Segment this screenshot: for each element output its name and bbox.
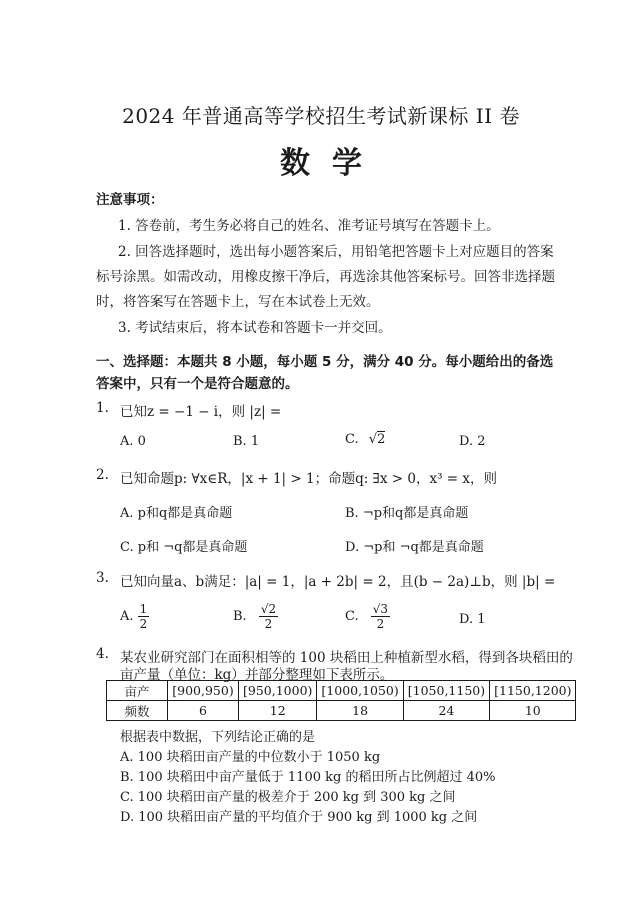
q2-option-b: B. ¬p和q都是真命题 — [345, 506, 469, 521]
table-cell: 亩产 — [107, 681, 168, 701]
exam-title: 2024 年普通高等学校招生考试新课标 II 卷 — [122, 104, 520, 128]
table-cell: 18 — [317, 701, 403, 721]
fraction-numerator: √2 — [260, 602, 277, 616]
table-cell: 24 — [403, 701, 489, 721]
q1-option-c-label: C. — [345, 432, 359, 447]
q1-option-c-radicand: 2 — [377, 432, 386, 447]
table-cell: 12 — [239, 701, 317, 721]
q2-number: 2. — [96, 467, 109, 483]
table-cell: 频数 — [107, 701, 168, 721]
subject-heading: 数学 — [280, 146, 384, 181]
q4-stem-line-2: 亩产量（单位：kg）并部分整理如下表所示。 — [120, 667, 394, 683]
q4-option-a: A. 100 块稻田亩产量的中位数小于 1050 kg — [120, 750, 381, 765]
q3-option-d: D. 1 — [459, 612, 486, 627]
q4-option-b: B. 100 块稻田中亩产量低于 1100 kg 的稻田所占比例超过 40% — [120, 770, 496, 785]
table-cell: [1000,1050) — [317, 681, 403, 701]
q3-stem: 已知向量a、b满足：|a| = 1，|a + 2b| = 2，且(b − 2a)⊥b，则 |b| = — [120, 574, 556, 590]
q1-option-c — [345, 432, 385, 447]
q3-option-b-label: B. — [233, 609, 247, 624]
notice-item-1: 1. 答卷前，考生务必将自己的姓名、准考证号填写在答题卡上。 — [118, 218, 500, 234]
fraction-numerator: 1 — [139, 602, 148, 616]
q1-option-b: B. 1 — [233, 434, 260, 449]
notice-item-2-line-1: 2. 回答选择题时，选出每小题答案后，用铅笔把答题卡上对应题目的答案 — [118, 244, 554, 260]
fraction-numerator: √3 — [372, 602, 389, 616]
sqrt-icon: √ — [368, 432, 378, 447]
q1-option-a: A. 0 — [120, 434, 146, 449]
table-cell: [1150,1200) — [490, 681, 576, 701]
table-row — [107, 701, 576, 721]
q3-option-a — [120, 602, 149, 631]
q2-option-a: A. p和q都是真命题 — [120, 506, 233, 521]
q4-option-d: D. 100 块稻田亩产量的平均值介于 900 kg 到 1000 kg 之间 — [120, 810, 478, 825]
table-cell: [1050,1150) — [403, 681, 489, 701]
q1-number: 1. — [96, 400, 109, 416]
table-cell: 10 — [490, 701, 576, 721]
q3-option-b-fraction — [259, 602, 278, 631]
table-cell: [950,1000) — [239, 681, 317, 701]
q2-option-d: D. ¬p和 ¬q都是真命题 — [345, 540, 484, 555]
q3-option-c-label: C. — [345, 609, 359, 624]
table-cell: [900,950) — [168, 681, 239, 701]
q1-option-d: D. 2 — [459, 434, 486, 449]
fraction-denominator: 2 — [139, 617, 148, 631]
table-cell: 6 — [168, 701, 239, 721]
q3-option-a-fraction — [138, 602, 150, 631]
q3-number: 3. — [96, 570, 109, 586]
q4-option-c: C. 100 块稻田亩产量的极差介于 200 kg 到 300 kg 之间 — [120, 790, 456, 805]
yield-frequency-table — [106, 680, 576, 721]
q4-stem-line-1: 某农业研究部门在面积相等的 100 块稻田上种植新型水稻，得到各块稻田的 — [120, 650, 573, 666]
q2-option-c: C. p和 ¬q都是真命题 — [120, 540, 248, 555]
notice-heading: 注意事项： — [96, 192, 164, 208]
q3-option-c-fraction — [371, 602, 390, 631]
q3-option-a-label: A. — [120, 609, 134, 624]
q3-option-b — [233, 602, 278, 631]
notice-item-3: 3. 考试结束后，将本试卷和答题卡一并交回。 — [118, 320, 392, 336]
section-heading: 一、选择题：本题共 8 小题，每小题 5 分，满分 40 分。每小题给出的备选答案中，只有一个是符合题意的。 — [96, 354, 554, 392]
notice-item-2-line-3: 时，将答案写在答题卡上，写在本试卷上无效。 — [96, 294, 380, 310]
notice-item-2-line-2: 标号涂黑。如需改动，用橡皮擦干净后，再选涂其他答案标号。回答非选择题 — [96, 269, 555, 285]
q2-stem: 已知命题p: ∀x∈R，|x + 1| > 1；命题q: ∃x > 0，x³ = x，则 — [120, 471, 498, 487]
fraction-denominator: 2 — [376, 617, 385, 631]
table-row — [107, 681, 576, 701]
q4-number: 4. — [96, 646, 109, 662]
q3-option-c — [345, 602, 390, 631]
fraction-denominator: 2 — [264, 617, 273, 631]
q1-stem: 已知z = −1 − i，则 |z| = — [120, 404, 282, 420]
q4-lead: 根据表中数据，下列结论正确的是 — [120, 730, 316, 745]
